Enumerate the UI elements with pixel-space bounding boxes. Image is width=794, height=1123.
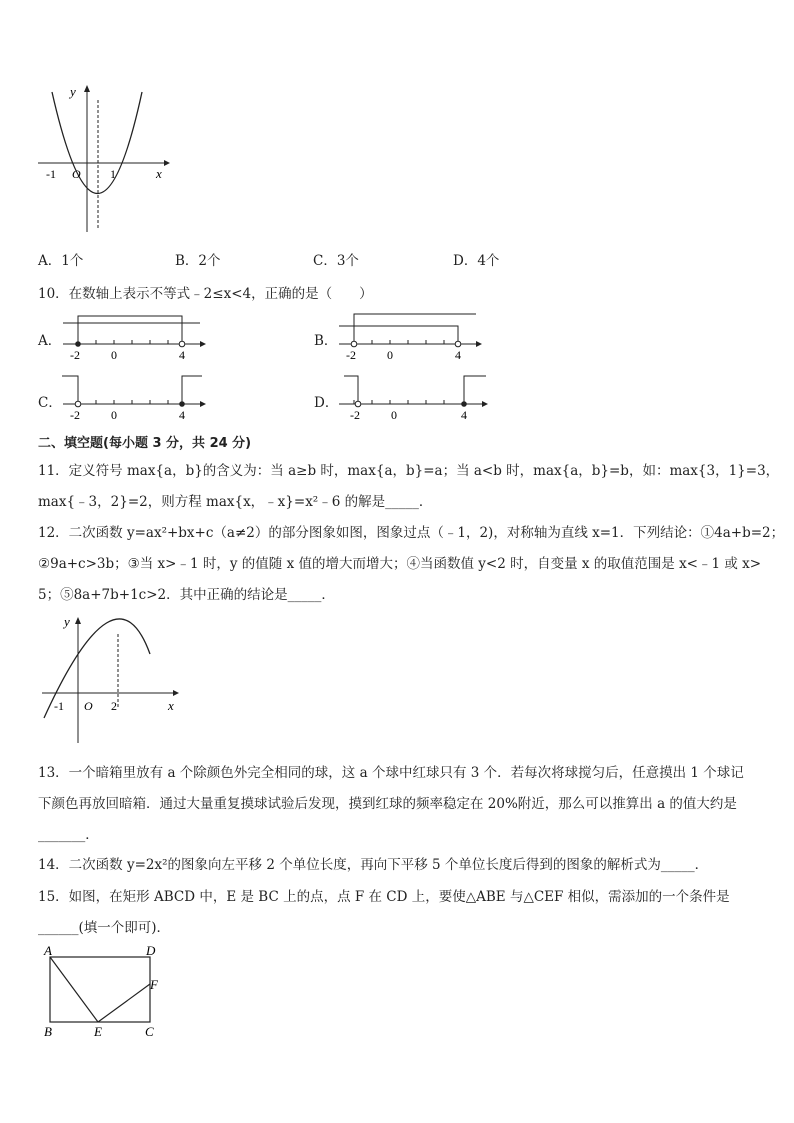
q10-label-d: D． <box>314 395 339 411</box>
q9-x-arrow <box>164 160 170 166</box>
q14-line-1: 14．二次函数 y=2x²的图象向左平移 2 个单位长度，再向下平移 5 个单位长度后得到的图象的解析式为_____． <box>38 857 709 873</box>
q12-parabola-graph <box>36 610 186 750</box>
q11-line-2: max{﹣3，2}=2，则方程 max{x，﹣x}=x²﹣6 的解是_____． <box>38 494 433 510</box>
svg-text:0: 0 <box>111 348 117 362</box>
svg-text:-2: -2 <box>346 348 356 362</box>
svg-text:F: F <box>150 977 158 992</box>
q9-y-label: y <box>70 84 76 99</box>
q10-number-line-d <box>336 372 490 424</box>
q10-label-a: A． <box>38 333 62 349</box>
q13-line-1: 13．一个暗箱里放有 a 个除颜色外完全相同的球，这 a 个球中红球只有 3 个．若每次将球搅匀后，任意摸出 1 个球记 <box>38 765 744 781</box>
svg-text:2: 2 <box>111 699 117 713</box>
q15-line-2: ______(填一个即可)． <box>38 920 171 936</box>
q9-parabola-graph <box>30 80 175 240</box>
svg-text:O: O <box>84 699 93 713</box>
q9-option-b: B．2个 <box>175 253 221 269</box>
svg-text:-2: -2 <box>350 408 360 422</box>
svg-text:-2: -2 <box>70 408 80 422</box>
q11-line-1: 11．定义符号 max{a，b}的含义为：当 a≥b 时，max{a，b}=a；当 a<b 时，max{a，b}=b，如：max{3，1}=3， <box>38 463 780 479</box>
q10-label-c: C． <box>38 395 62 411</box>
section-heading: 二、填空题(每小题 3 分，共 24 分) <box>38 436 252 451</box>
q15-line-1: 15．如图，在矩形 ABCD 中，E 是 BC 上的点，点 F 在 CD 上，要使△ABE 与△CEF 相似，需添加的一个条件是 <box>38 889 730 905</box>
svg-text:4: 4 <box>179 408 185 422</box>
q10-label-b: B． <box>314 333 338 349</box>
q12-line-3: 5；⑤8a+7b+1c>2．其中正确的结论是_____． <box>38 587 335 603</box>
svg-text:B: B <box>44 1024 52 1039</box>
svg-text:4: 4 <box>179 348 185 362</box>
q9-one-label: 1 <box>110 167 116 181</box>
svg-text:-1: -1 <box>54 699 64 713</box>
q12-line-2: ②9a+c>3b；③当 x>﹣1 时，y 的值随 x 值的增大而增大；④当函数值 y<2 时，自变量 x 的取值范围是 x<﹣1 或 x> <box>38 556 762 572</box>
svg-text:E: E <box>94 1024 102 1039</box>
svg-text:y: y <box>64 614 70 629</box>
q9-parabola-curve <box>52 92 142 194</box>
svg-text:4: 4 <box>455 348 461 362</box>
q12-line-1: 12．二次函数 y=ax²+bx+c（a≠2）的部分图象如图，图象过点（﹣1，2)，对称轴为直线 x=1．下列结论：①4a+b=2； <box>38 525 785 541</box>
svg-text:C: C <box>145 1024 154 1039</box>
svg-text:0: 0 <box>111 408 117 422</box>
q13-line-2: 下颜色再放回暗箱．通过大量重复摸球试验后发现，摸到红球的频率稳定在 20%附近，那么可以推算出 a 的值大约是 <box>38 796 737 812</box>
svg-text:0: 0 <box>391 408 397 422</box>
q13-line-3: _______． <box>38 827 99 843</box>
svg-text:-2: -2 <box>70 348 80 362</box>
q15-rectangle-figure <box>38 940 168 1045</box>
q9-option-d: D．4个 <box>453 253 500 269</box>
q9-origin-label: O <box>72 167 81 181</box>
svg-text:A: A <box>44 943 52 958</box>
svg-text:0: 0 <box>387 348 393 362</box>
q10-number-line-b <box>336 312 486 362</box>
q9-option-a: A．1个 <box>38 253 84 269</box>
svg-text:4: 4 <box>461 408 467 422</box>
q10-stem: 10．在数轴上表示不等式﹣2≤x<4，正确的是（ ） <box>38 286 373 302</box>
q9-y-arrow <box>84 85 90 92</box>
q10-number-line-a <box>60 312 210 362</box>
q9-option-c: C．3个 <box>313 253 359 269</box>
q9-neg1-label: -1 <box>46 167 56 181</box>
q10-number-line-c <box>60 372 210 424</box>
svg-text:D: D <box>146 943 156 958</box>
svg-text:x: x <box>168 698 174 713</box>
q9-x-label: x <box>156 166 162 181</box>
